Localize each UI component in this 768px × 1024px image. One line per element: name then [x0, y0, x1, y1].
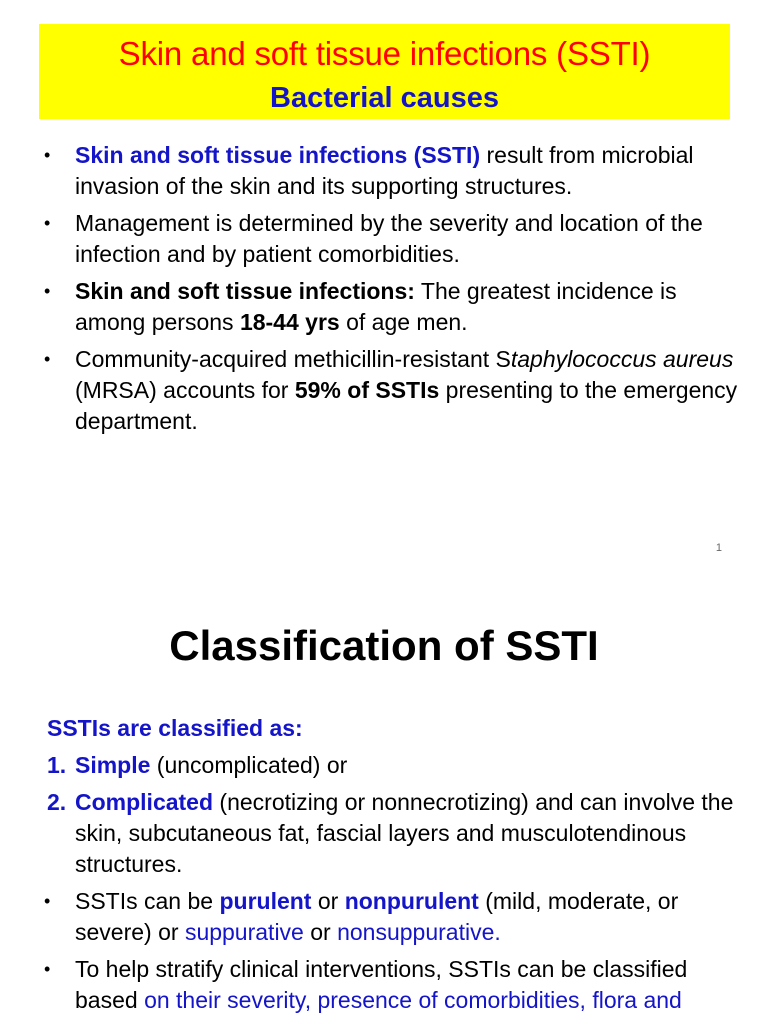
list-item-text — [75, 956, 687, 1013]
list-number: 1. — [47, 752, 67, 778]
text-run: of age men. — [339, 309, 468, 335]
text-run: on their severity, presence of comorbidities, flora and — [144, 987, 682, 1013]
text-run: suppurative — [184, 919, 304, 945]
list-item — [44, 276, 744, 338]
text-run: 18-44 yrs — [239, 309, 340, 335]
list-item-text — [75, 346, 737, 434]
text-run: Skin and soft tissue infections: — [75, 278, 415, 304]
slide-2 — [0, 576, 768, 1024]
text-run: nonsuppurative. — [337, 919, 501, 945]
bullet-icon: • — [44, 349, 51, 369]
list-intro: SSTIs are classified as: — [47, 715, 303, 741]
text-run: Simple — [75, 752, 151, 778]
list-item — [44, 208, 744, 270]
bullet-icon: • — [44, 959, 51, 979]
slide-subtitle: Bacterial causes — [270, 82, 499, 114]
list-item — [47, 787, 737, 880]
text-run: result from microbial invasion of the skin and its supporting structures. — [75, 142, 694, 199]
text-run: presenting to the emergency department. — [75, 377, 738, 434]
text-run: purulent — [219, 888, 312, 914]
text-run: Complicated — [75, 789, 214, 815]
list-item — [47, 750, 737, 781]
list-item — [44, 886, 737, 948]
text-run: Skin and soft tissue infections (SSTI) — [75, 142, 481, 168]
slide-title: Classification of SSTI — [169, 622, 599, 669]
text-run: nonpurulent — [344, 888, 479, 914]
text-run: (MRSA) accounts for — [75, 377, 295, 403]
text-run: SSTIs can be — [75, 888, 220, 914]
list-item-text — [75, 210, 703, 267]
slide-title: Skin and soft tissue infections (SSTI) — [118, 35, 651, 72]
text-run: (necrotizing or nonnecrotizing) and can involve the skin, subcutaneous fat, fascial layers and musculotendinous structures. — [75, 789, 734, 877]
text-run: 59% of SSTIs — [294, 377, 440, 403]
bullet-list — [44, 140, 744, 443]
text-run: or — [303, 919, 338, 945]
bullet-icon: • — [44, 145, 51, 165]
list-item-text — [75, 142, 694, 199]
text-run: (uncomplicated) or — [150, 752, 348, 778]
bullet-icon: • — [44, 891, 51, 911]
text-run: Community-acquired methicillin-resistant S — [75, 346, 511, 372]
classification-list — [44, 713, 737, 1022]
list-item — [44, 140, 744, 202]
page-number: 1 — [715, 542, 722, 554]
list-number: 2. — [47, 789, 67, 815]
list-item-text — [75, 278, 677, 335]
list-item — [44, 344, 744, 437]
bullet-icon: • — [44, 213, 51, 233]
list-item-text — [75, 752, 347, 778]
list-item-text — [75, 789, 733, 877]
text-run: Management is determined by the severity and location of the infection and by patient comorbidities. — [75, 210, 703, 267]
text-run: (mild, moderate, or severe) or — [75, 888, 679, 945]
text-run: or — [311, 888, 345, 914]
text-run: To help stratify clinical interventions, SSTIs can be classified based — [75, 956, 688, 1013]
bullet-icon: • — [44, 281, 51, 301]
text-run: taphylococcus aureus — [510, 346, 734, 372]
text-run: The greatest incidence is among persons — [75, 278, 677, 335]
list-item — [44, 954, 737, 1016]
title-banner — [39, 24, 730, 119]
list-item-text — [75, 888, 678, 945]
